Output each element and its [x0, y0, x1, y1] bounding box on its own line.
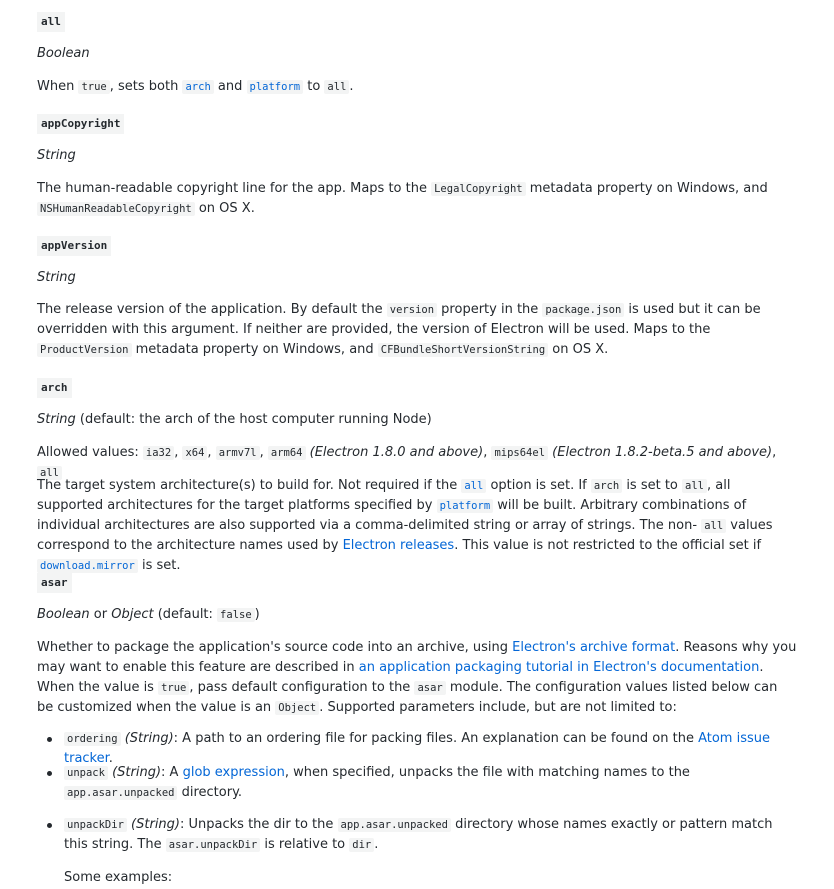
- inline-code: LegalCopyright: [431, 182, 526, 196]
- inline-code: package.json: [542, 303, 624, 317]
- inline-code: arch: [591, 479, 622, 493]
- inline-code: true: [158, 681, 189, 695]
- option-type: String: [37, 148, 76, 163]
- asar-options-list: [37, 763, 797, 803]
- option-asar-heading: [37, 573, 797, 593]
- option-description: Whether to package the application's source code into an archive, using Electron's archive format. Reasons why you may want to enable this feature are described in an application packaging tutorial in Electron's documentation. When the value is true , pass default configuration to the asar module. The configuration values listed below can be customized when the value is an Object . Supported parameters include, but are not limited to:: [37, 640, 797, 715]
- inline-code: CFBundleShortVersionString: [378, 343, 548, 357]
- option-description: The target system architecture(s) to build for. Not required if the all option is set. If arch is set to all , all supported architectures for the target platforms specified by platform will be built. Arbitrary combinations of individual architectures are also supported via a comma-delimited string or array of strings. The non- all values correspond to the architecture names used by Electron releases. This value is not restricted to the official set if download.mirror is set.: [37, 478, 773, 573]
- inline-code: all: [682, 479, 707, 493]
- list-item-unpackdir: unpackDir (String): Unpacks the dir to the app.asar.unpacked directory whose names exactly or pattern match this string. The asar.unpackDir is relative to dir .: [37, 815, 797, 855]
- inline-code: all: [324, 80, 349, 94]
- option-name: arch: [37, 378, 72, 398]
- list-item-ordering: ordering (String): A path to an ordering file for packing files. An explanation can be found on the Atom issue tracker.: [37, 729, 797, 769]
- inline-code: true: [78, 80, 109, 94]
- code-link-arch[interactable]: arch: [182, 80, 213, 94]
- allowed-values: Allowed values: ia32 , x64 , armv7l , arm64 (Electron 1.8.0 and above), mips64el (Electron 1.8.2-beta.5 and above), all: [37, 445, 777, 479]
- inline-code: x64: [182, 446, 207, 460]
- inline-code: false: [217, 608, 255, 622]
- code-link-download-mirror[interactable]: download.mirror: [37, 559, 138, 573]
- link-glob-expression[interactable]: glob expression: [182, 765, 285, 780]
- option-description: The human-readable copyright line for the app. Maps to the LegalCopyright metadata property on Windows, and NSHumanReadableCopyright on OS X.: [37, 181, 768, 216]
- inline-code: app.asar.unpacked: [338, 818, 451, 832]
- examples-label: Some examples:: [64, 870, 173, 885]
- inline-code: ordering: [64, 732, 121, 746]
- inline-code: asar: [414, 681, 445, 695]
- option-type: String (default: the arch of the host computer running Node): [37, 412, 432, 427]
- inline-code: app.asar.unpacked: [64, 786, 177, 800]
- asar-options-list: [37, 815, 797, 855]
- option-type: Boolean: [37, 46, 90, 61]
- code-link-platform[interactable]: platform: [437, 499, 494, 513]
- inline-code: ia32: [143, 446, 174, 460]
- inline-code: unpackDir: [64, 818, 127, 832]
- option-name: asar: [37, 573, 72, 593]
- inline-code: asar.unpackDir: [166, 838, 261, 852]
- code-link-platform[interactable]: platform: [247, 80, 304, 94]
- option-all-heading: [37, 12, 797, 32]
- option-description: The release version of the application. By default the version property in the package.json is used but it can be overridden with this argument. If neither are provided, the version of Electron will be used. Maps to the ProductVersion metadata property on Windows, and CFBundleShortVersionString on OS X.: [37, 302, 761, 357]
- option-arch-heading: [37, 378, 797, 398]
- inline-code: Object: [275, 701, 319, 715]
- link-atom-issue-tracker[interactable]: Atom issue tracker: [64, 731, 770, 766]
- option-name: appVersion: [37, 236, 111, 256]
- inline-code: dir: [349, 838, 374, 852]
- link-electron-releases[interactable]: Electron releases: [342, 538, 455, 553]
- inline-code: armv7l: [216, 446, 260, 460]
- list-item-unpack: unpack (String): A glob expression, when specified, unpacks the file with matching names to the app.asar.unpacked directory.: [37, 763, 797, 803]
- option-type: Boolean or Object (default: false ): [37, 607, 260, 622]
- option-appversion-heading: [37, 236, 797, 256]
- inline-code: all: [701, 519, 726, 533]
- option-type: String: [37, 270, 76, 285]
- inline-code: version: [387, 303, 437, 317]
- link-packaging-tutorial[interactable]: an application packaging tutorial in Electron's documentation: [358, 660, 760, 675]
- option-description: When true , sets both arch and platform to all .: [37, 79, 354, 94]
- option-name: all: [37, 12, 65, 32]
- option-appcopyright-heading: [37, 114, 797, 134]
- inline-code: ProductVersion: [37, 343, 132, 357]
- link-archive-format[interactable]: Electron's archive format: [512, 640, 676, 655]
- inline-code: mips64el: [491, 446, 548, 460]
- inline-code: unpack: [64, 766, 108, 780]
- inline-code: NSHumanReadableCopyright: [37, 202, 195, 216]
- code-link-all[interactable]: all: [461, 479, 486, 493]
- inline-code: all: [37, 466, 62, 480]
- option-name: appCopyright: [37, 114, 124, 134]
- inline-code: arm64: [268, 446, 306, 460]
